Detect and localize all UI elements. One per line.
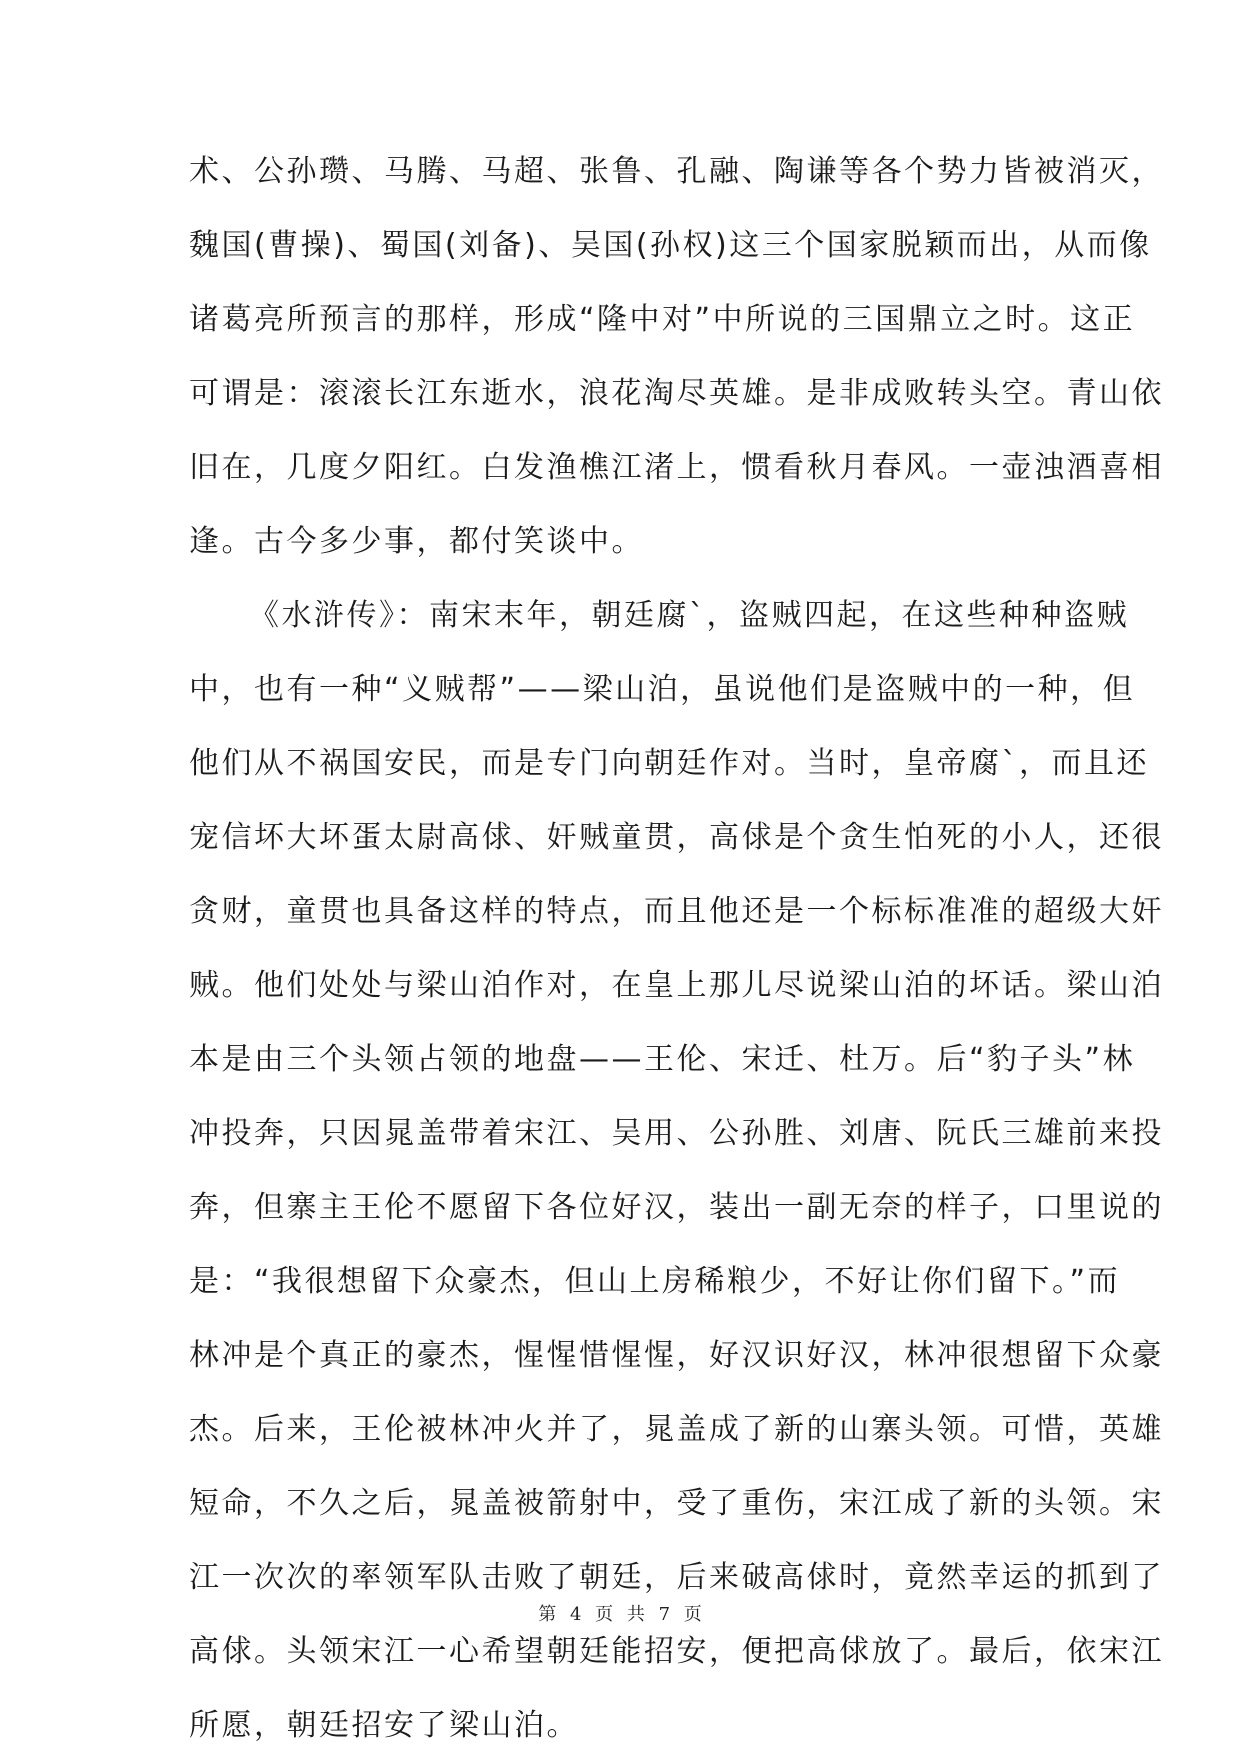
text-line: 魏国(曹操)、蜀国(刘备)、吴国(孙权)这三个国家脱颖而出，从而像 bbox=[189, 228, 1152, 263]
text-line: 江一次次的率领军队击败了朝廷，后来破高俅时，竟然幸运的抓到了 bbox=[189, 1560, 1164, 1595]
text-line: 逢。古今多少事，都付笑谈中。 bbox=[189, 524, 644, 559]
text-line: 林冲是个真正的豪杰，惺惺惜惺惺，好汉识好汉，林冲很想留下众豪 bbox=[189, 1338, 1164, 1373]
text-line: 杰。后来，王伦被林冲火并了，晁盖成了新的山寨头领。可惜，英雄 bbox=[189, 1412, 1164, 1447]
text-line: 术、公孙瓒、马腾、马超、张鲁、孔融、陶谦等各个势力皆被消灭， bbox=[189, 154, 1164, 189]
text-line: 宠信坏大坏蛋太尉高俅、奸贼童贯，高俅是个贪生怕死的小人，还很 bbox=[189, 820, 1164, 855]
footer-total-word: 共 bbox=[626, 1604, 646, 1625]
text-line: 贼。他们处处与梁山泊作对，在皇上那儿尽说梁山泊的坏话。梁山泊 bbox=[189, 968, 1164, 1003]
footer-suffix: 页 bbox=[683, 1604, 703, 1625]
text-line: 可谓是：滚滚长江东逝水，浪花淘尽英雄。是非成败转头空。青山依 bbox=[189, 376, 1164, 411]
page-footer bbox=[0, 1600, 1241, 1626]
text-line: 奔，但寨主王伦不愿留下各位好汉，装出一副无奈的样子，口里说的 bbox=[189, 1190, 1164, 1225]
total-page-number: 7 bbox=[658, 1604, 672, 1625]
footer-prefix: 第 bbox=[538, 1604, 558, 1625]
text-line: 旧在，几度夕阳红。白发渔樵江渚上，惯看秋月春风。一壶浊酒喜相 bbox=[189, 450, 1164, 485]
paragraph-start-line: 《水浒传》：南宋末年，朝廷腐`，盗贼四起，在这些种种盗贼 bbox=[249, 598, 1129, 633]
text-line: 他们从不祸国安民，而是专门向朝廷作对。当时，皇帝腐`，而且还 bbox=[189, 746, 1149, 781]
text-line: 冲投奔，只因晁盖带着宋江、吴用、公孙胜、刘唐、阮氏三雄前来投 bbox=[189, 1116, 1164, 1151]
text-line: 是：“我很想留下众豪杰，但山上房稀粮少，不好让你们留下。”而 bbox=[189, 1264, 1121, 1299]
text-line: 所愿，朝廷招安了梁山泊。 bbox=[189, 1708, 579, 1743]
footer-page-word: 页 bbox=[595, 1604, 615, 1625]
text-line: 高俅。头领宋江一心希望朝廷能招安，便把高俅放了。最后，依宋江 bbox=[189, 1634, 1164, 1669]
body-text bbox=[189, 135, 1164, 1763]
current-page-number: 4 bbox=[569, 1604, 583, 1625]
text-line: 诸葛亮所预言的那样，形成“隆中对”中所说的三国鼎立之时。这正 bbox=[189, 302, 1136, 337]
text-line: 贪财，童贯也具备这样的特点，而且他还是一个标标准准的超级大奸 bbox=[189, 894, 1164, 929]
text-line: 中，也有一种“义贼帮”——梁山泊，虽说他们是盗贼中的一种，但 bbox=[189, 672, 1136, 707]
text-line: 短命，不久之后，晁盖被箭射中，受了重伤，宋江成了新的头领。宋 bbox=[189, 1486, 1164, 1521]
text-line: 本是由三个头领占领的地盘——王伦、宋迁、杜万。后“豹子头”林 bbox=[189, 1042, 1136, 1077]
